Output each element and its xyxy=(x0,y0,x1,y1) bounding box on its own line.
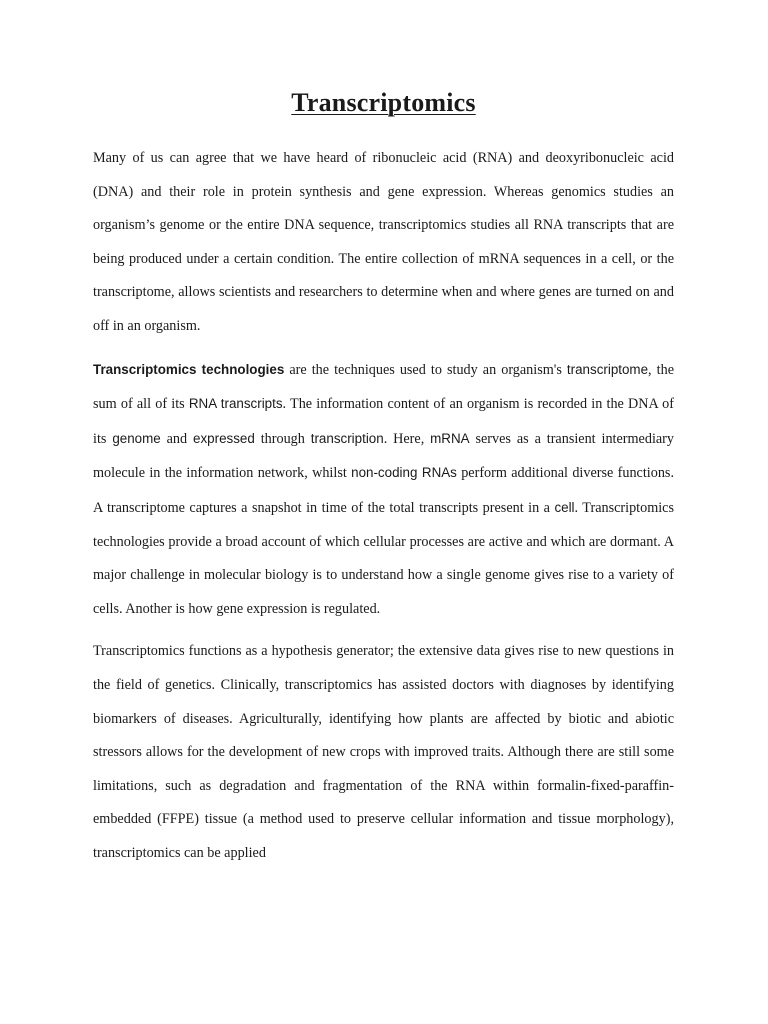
text-run: , the sum of all of its xyxy=(93,361,674,413)
link-cell[interactable]: cell xyxy=(554,499,575,515)
link-expressed[interactable]: expressed xyxy=(193,430,255,446)
link-rna-transcripts[interactable]: RNA transcripts xyxy=(188,396,283,412)
text-run: and xyxy=(160,430,194,447)
link-transcriptome[interactable]: transcriptome xyxy=(566,361,649,377)
text-run: . Here, xyxy=(383,430,431,447)
text-run: through xyxy=(254,430,311,447)
link-non-coding-rnas[interactable]: non-coding RNAs xyxy=(351,465,457,481)
link-genome[interactable]: genome xyxy=(112,430,161,446)
page-title: Transcriptomics xyxy=(291,88,476,117)
text-run: perform additional diverse functions. A transcriptome captures a snapshot in time of the total transcripts present in a xyxy=(93,465,674,516)
text-run: . The information content of an organism is recorded in the DNA of its xyxy=(93,396,674,447)
link-transcription[interactable]: transcription xyxy=(310,430,384,446)
link-mrna[interactable]: mRNA xyxy=(430,430,470,446)
paragraph-technologies xyxy=(93,353,674,627)
text-run: . Transcriptomics technologies provide a broad account of which cellular processes are active and which are dormant. A major challenge in molecular biology is to understand how a single genome gives rise to a variety of cells. Another is how gene expression is regulated. xyxy=(93,499,674,617)
paragraph-applications: Transcriptomics functions as a hypothesis generator; the extensive data gives rise to new questions in the field of genetics. Clinically, transcriptomics has assisted doctors with diagnoses by identifying biomarkers of diseases. Agriculturally, identifying how plants are affected by biotic and abiotic stressors allows for the development of new crops with improved traits. Although there are still some limitations, such as degradation and fragmentation of the RNA within formalin-fixed-paraffin-embedded (FFPE) tissue (a method used to preserve cellular information and tissue morphology), transcriptomics can be applied xyxy=(93,643,674,861)
text-run: serves as a transient intermediary molecule in the information network, whilst xyxy=(93,430,674,482)
paragraph-intro: Many of us can agree that we have heard of ribonucleic acid (RNA) and deoxyribonucleic acid (DNA) and their role in protein synthesis and gene expression. Whereas genomics studies an organism’s genome or the entire DNA sequence, transcriptomics studies all RNA transcripts that are being produced under a certain condition. The entire collection of mRNA sequences in a cell, or the transcriptome, allows scientists and researchers to determine when and where genes are turned on and off in an organism. xyxy=(93,150,674,334)
document-page xyxy=(93,86,674,879)
term-transcriptomics-technologies: Transcriptomics technologies xyxy=(93,361,285,377)
text-run: are the techniques used to study an organism's xyxy=(284,361,567,378)
